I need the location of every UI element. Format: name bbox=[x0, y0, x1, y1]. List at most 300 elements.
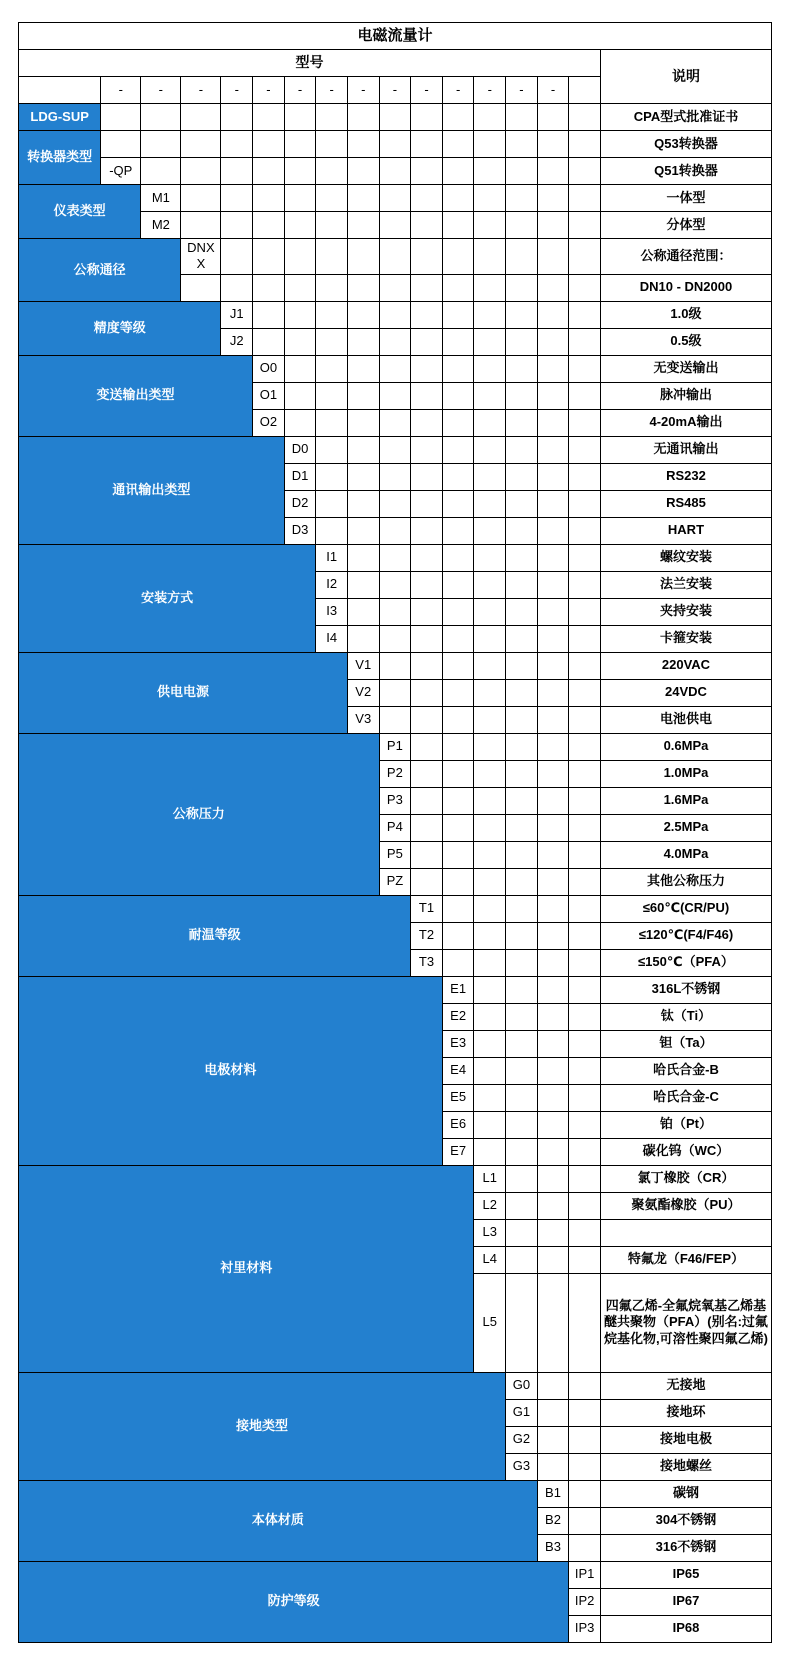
empty-cell bbox=[411, 158, 443, 185]
empty-cell bbox=[379, 239, 411, 275]
empty-cell bbox=[506, 436, 538, 463]
empty-cell bbox=[537, 239, 569, 275]
empty-cell bbox=[506, 1084, 538, 1111]
empty-cell bbox=[379, 706, 411, 733]
group-label: 变送输出类型 bbox=[19, 355, 253, 436]
model-code-cell: P1 bbox=[379, 733, 411, 760]
empty-cell bbox=[537, 976, 569, 1003]
empty-cell bbox=[537, 1030, 569, 1057]
model-code-cell: D0 bbox=[284, 436, 316, 463]
dash-cell: - bbox=[506, 77, 538, 104]
description-cell: IP68 bbox=[600, 1615, 771, 1642]
dash-cell: - bbox=[442, 77, 474, 104]
empty-cell bbox=[253, 185, 285, 212]
empty-cell bbox=[506, 814, 538, 841]
description-cell: Q53转换器 bbox=[600, 131, 771, 158]
empty-cell bbox=[316, 104, 348, 131]
empty-cell bbox=[442, 212, 474, 239]
empty-cell bbox=[181, 185, 221, 212]
empty-cell bbox=[537, 1399, 569, 1426]
empty-cell bbox=[569, 409, 601, 436]
model-code-cell: V2 bbox=[347, 679, 379, 706]
description-cell: 碳化钨（WC） bbox=[600, 1138, 771, 1165]
empty-cell bbox=[506, 625, 538, 652]
group-label: 仪表类型 bbox=[19, 185, 141, 239]
empty-cell bbox=[474, 976, 506, 1003]
empty-cell bbox=[569, 1507, 601, 1534]
model-code-cell: L3 bbox=[474, 1219, 506, 1246]
empty-cell bbox=[442, 706, 474, 733]
empty-cell bbox=[411, 436, 443, 463]
empty-cell bbox=[474, 1111, 506, 1138]
empty-cell bbox=[442, 544, 474, 571]
model-code-cell: P4 bbox=[379, 814, 411, 841]
empty-cell bbox=[316, 436, 348, 463]
empty-cell bbox=[569, 787, 601, 814]
empty-cell bbox=[506, 760, 538, 787]
empty-cell bbox=[411, 787, 443, 814]
empty-cell bbox=[442, 895, 474, 922]
description-cell: 220VAC bbox=[600, 652, 771, 679]
model-code-cell: E6 bbox=[442, 1111, 474, 1138]
empty-cell bbox=[411, 706, 443, 733]
empty-cell bbox=[537, 185, 569, 212]
empty-cell bbox=[569, 976, 601, 1003]
empty-cell bbox=[506, 158, 538, 185]
empty-cell bbox=[411, 544, 443, 571]
empty-cell bbox=[379, 355, 411, 382]
empty-cell bbox=[474, 733, 506, 760]
empty-cell bbox=[474, 436, 506, 463]
empty-cell bbox=[506, 895, 538, 922]
group-label: 精度等级 bbox=[19, 301, 221, 355]
empty-cell bbox=[316, 490, 348, 517]
empty-cell bbox=[537, 436, 569, 463]
empty-cell bbox=[569, 868, 601, 895]
model-code-cell: L1 bbox=[474, 1165, 506, 1192]
empty-cell bbox=[379, 517, 411, 544]
empty-cell bbox=[442, 131, 474, 158]
empty-cell bbox=[506, 382, 538, 409]
empty-cell bbox=[506, 212, 538, 239]
empty-cell bbox=[506, 1057, 538, 1084]
empty-cell bbox=[569, 814, 601, 841]
empty-cell bbox=[569, 1219, 601, 1246]
empty-cell bbox=[316, 517, 348, 544]
empty-cell bbox=[569, 239, 601, 275]
group-label: 安装方式 bbox=[19, 544, 316, 652]
empty-cell bbox=[347, 239, 379, 275]
empty-cell bbox=[284, 328, 316, 355]
empty-cell bbox=[569, 355, 601, 382]
empty-cell bbox=[474, 895, 506, 922]
empty-cell bbox=[181, 212, 221, 239]
description-cell: 其他公称压力 bbox=[600, 868, 771, 895]
description-cell: Q51转换器 bbox=[600, 158, 771, 185]
group-label: 公称通径 bbox=[19, 239, 181, 302]
empty-cell bbox=[379, 328, 411, 355]
model-code-cell: M2 bbox=[141, 212, 181, 239]
description-cell: 接地环 bbox=[600, 1399, 771, 1426]
empty-cell bbox=[442, 733, 474, 760]
empty-cell bbox=[474, 490, 506, 517]
table-row bbox=[19, 239, 772, 275]
dash-cell: - bbox=[411, 77, 443, 104]
model-code-cell: I1 bbox=[316, 544, 348, 571]
empty-cell bbox=[537, 328, 569, 355]
table-body bbox=[19, 23, 772, 1643]
empty-cell bbox=[506, 355, 538, 382]
model-code-cell: B1 bbox=[537, 1480, 569, 1507]
model-code-cell: IP2 bbox=[569, 1588, 601, 1615]
empty-cell bbox=[474, 841, 506, 868]
table-row bbox=[19, 185, 772, 212]
empty-cell bbox=[141, 131, 181, 158]
empty-cell bbox=[569, 104, 601, 131]
empty-cell bbox=[411, 212, 443, 239]
empty-cell bbox=[537, 571, 569, 598]
empty-cell bbox=[537, 895, 569, 922]
empty-cell bbox=[141, 158, 181, 185]
empty-cell bbox=[411, 490, 443, 517]
empty-cell bbox=[347, 328, 379, 355]
table-row bbox=[19, 301, 772, 328]
empty-cell bbox=[442, 158, 474, 185]
empty-cell bbox=[506, 706, 538, 733]
empty-cell bbox=[537, 598, 569, 625]
description-cell: 2.5MPa bbox=[600, 814, 771, 841]
model-code-cell: V3 bbox=[347, 706, 379, 733]
empty-cell bbox=[537, 1138, 569, 1165]
empty-cell bbox=[537, 517, 569, 544]
model-code-cell: J2 bbox=[221, 328, 253, 355]
empty-cell bbox=[569, 949, 601, 976]
empty-cell bbox=[316, 382, 348, 409]
empty-cell bbox=[442, 841, 474, 868]
description-cell: RS485 bbox=[600, 490, 771, 517]
empty-cell bbox=[537, 490, 569, 517]
empty-cell bbox=[442, 301, 474, 328]
empty-cell bbox=[379, 625, 411, 652]
empty-cell bbox=[379, 185, 411, 212]
empty-cell bbox=[537, 158, 569, 185]
model-code-cell: PZ bbox=[379, 868, 411, 895]
empty-cell bbox=[411, 409, 443, 436]
empty-cell bbox=[506, 733, 538, 760]
empty-cell bbox=[537, 463, 569, 490]
empty-cell bbox=[442, 679, 474, 706]
empty-cell bbox=[442, 104, 474, 131]
description-cell: 一体型 bbox=[600, 185, 771, 212]
empty-cell bbox=[411, 131, 443, 158]
description-cell: 316不锈钢 bbox=[600, 1534, 771, 1561]
empty-cell bbox=[284, 274, 316, 301]
empty-cell bbox=[411, 571, 443, 598]
empty-cell bbox=[569, 1534, 601, 1561]
description-cell: 夹持安装 bbox=[600, 598, 771, 625]
dash-cell: - bbox=[181, 77, 221, 104]
empty-cell bbox=[181, 158, 221, 185]
empty-cell bbox=[537, 679, 569, 706]
model-code-cell: I4 bbox=[316, 625, 348, 652]
empty-cell bbox=[379, 131, 411, 158]
empty-cell bbox=[569, 922, 601, 949]
model-code-cell: G3 bbox=[506, 1453, 538, 1480]
empty-cell bbox=[284, 158, 316, 185]
description-cell: 公称通径范围： bbox=[600, 239, 771, 275]
empty-cell bbox=[537, 104, 569, 131]
empty-cell bbox=[442, 760, 474, 787]
empty-cell bbox=[537, 382, 569, 409]
model-code-cell bbox=[181, 274, 221, 301]
empty-cell bbox=[537, 1453, 569, 1480]
model-code-cell: DNXX bbox=[181, 239, 221, 275]
model-code-cell: B3 bbox=[537, 1534, 569, 1561]
dash-cell: - bbox=[474, 77, 506, 104]
empty-cell bbox=[537, 131, 569, 158]
table-row bbox=[19, 976, 772, 1003]
empty-cell bbox=[506, 571, 538, 598]
empty-cell bbox=[537, 760, 569, 787]
dash-cell-blank bbox=[19, 77, 101, 104]
empty-cell bbox=[474, 922, 506, 949]
empty-cell bbox=[537, 787, 569, 814]
table-row bbox=[19, 436, 772, 463]
empty-cell bbox=[506, 1165, 538, 1192]
empty-cell bbox=[537, 544, 569, 571]
model-code-cell: E4 bbox=[442, 1057, 474, 1084]
group-label: 耐温等级 bbox=[19, 895, 411, 976]
empty-cell bbox=[569, 301, 601, 328]
empty-cell bbox=[316, 239, 348, 275]
empty-cell bbox=[474, 1084, 506, 1111]
empty-cell bbox=[569, 1246, 601, 1273]
empty-cell bbox=[506, 517, 538, 544]
empty-cell bbox=[316, 274, 348, 301]
model-code-cell: M1 bbox=[141, 185, 181, 212]
table-row bbox=[19, 544, 772, 571]
empty-cell bbox=[411, 239, 443, 275]
empty-cell bbox=[442, 517, 474, 544]
model-code-cell: P5 bbox=[379, 841, 411, 868]
table-row bbox=[19, 104, 772, 131]
empty-cell bbox=[506, 787, 538, 814]
empty-cell bbox=[221, 131, 253, 158]
empty-cell bbox=[379, 382, 411, 409]
empty-cell bbox=[181, 131, 221, 158]
group-label: 供电电源 bbox=[19, 652, 348, 733]
empty-cell bbox=[569, 1165, 601, 1192]
empty-cell bbox=[284, 212, 316, 239]
model-code-cell: T1 bbox=[411, 895, 443, 922]
empty-cell bbox=[569, 1273, 601, 1372]
description-cell: 316L不锈钢 bbox=[600, 976, 771, 1003]
empty-cell bbox=[411, 274, 443, 301]
empty-cell bbox=[284, 382, 316, 409]
empty-cell bbox=[411, 382, 443, 409]
description-cell: 电池供电 bbox=[600, 706, 771, 733]
description-cell: RS232 bbox=[600, 463, 771, 490]
empty-cell bbox=[442, 922, 474, 949]
empty-cell bbox=[537, 922, 569, 949]
empty-cell bbox=[347, 355, 379, 382]
empty-cell bbox=[506, 185, 538, 212]
empty-cell bbox=[221, 185, 253, 212]
description-cell: 4-20mA输出 bbox=[600, 409, 771, 436]
empty-cell bbox=[506, 1111, 538, 1138]
empty-cell bbox=[537, 1057, 569, 1084]
empty-cell bbox=[411, 598, 443, 625]
empty-cell bbox=[442, 463, 474, 490]
group-label: 衬里材料 bbox=[19, 1165, 474, 1372]
model-code-cell: E7 bbox=[442, 1138, 474, 1165]
empty-cell bbox=[379, 598, 411, 625]
empty-cell bbox=[537, 1003, 569, 1030]
description-cell: 接地电极 bbox=[600, 1426, 771, 1453]
empty-cell bbox=[347, 517, 379, 544]
empty-cell bbox=[537, 1273, 569, 1372]
empty-cell bbox=[347, 625, 379, 652]
empty-cell bbox=[474, 949, 506, 976]
description-cell: 哈氏合金-B bbox=[600, 1057, 771, 1084]
empty-cell bbox=[316, 463, 348, 490]
empty-cell bbox=[506, 1192, 538, 1219]
empty-cell bbox=[569, 1111, 601, 1138]
description-cell: 1.0MPa bbox=[600, 760, 771, 787]
table-row bbox=[19, 158, 772, 185]
empty-cell bbox=[537, 1246, 569, 1273]
empty-cell bbox=[347, 104, 379, 131]
empty-cell bbox=[506, 463, 538, 490]
empty-cell bbox=[474, 463, 506, 490]
empty-cell bbox=[442, 490, 474, 517]
empty-cell bbox=[379, 679, 411, 706]
empty-cell bbox=[474, 625, 506, 652]
description-cell: DN10 - DN2000 bbox=[600, 274, 771, 301]
empty-cell bbox=[506, 239, 538, 275]
empty-cell bbox=[474, 868, 506, 895]
empty-cell bbox=[569, 463, 601, 490]
empty-cell bbox=[474, 598, 506, 625]
empty-cell bbox=[474, 544, 506, 571]
description-cell: 聚氨酯橡胶（PU） bbox=[600, 1192, 771, 1219]
empty-cell bbox=[537, 652, 569, 679]
empty-cell bbox=[537, 625, 569, 652]
empty-cell bbox=[569, 895, 601, 922]
empty-cell bbox=[411, 760, 443, 787]
dash-cell: - bbox=[347, 77, 379, 104]
description-cell: ≤150℃（PFA） bbox=[600, 949, 771, 976]
empty-cell bbox=[316, 158, 348, 185]
description-cell: 接地螺丝 bbox=[600, 1453, 771, 1480]
empty-cell bbox=[253, 239, 285, 275]
page-title: 电磁流量计 bbox=[19, 23, 772, 50]
model-code-cell: D1 bbox=[284, 463, 316, 490]
description-cell: 螺纹安装 bbox=[600, 544, 771, 571]
empty-cell bbox=[253, 328, 285, 355]
empty-cell bbox=[442, 787, 474, 814]
empty-cell bbox=[474, 517, 506, 544]
empty-cell bbox=[569, 382, 601, 409]
dash-cell: - bbox=[316, 77, 348, 104]
description-cell: ≤60℃(CR/PU) bbox=[600, 895, 771, 922]
empty-cell bbox=[442, 571, 474, 598]
empty-cell bbox=[221, 212, 253, 239]
empty-cell bbox=[537, 1372, 569, 1399]
empty-cell bbox=[284, 355, 316, 382]
empty-cell bbox=[181, 104, 221, 131]
description-cell: 0.5级 bbox=[600, 328, 771, 355]
group-label: 防护等级 bbox=[19, 1561, 569, 1642]
table-row bbox=[19, 131, 772, 158]
table-row bbox=[19, 895, 772, 922]
empty-cell bbox=[474, 1030, 506, 1057]
group-label: 电极材料 bbox=[19, 976, 443, 1165]
dash-cell: - bbox=[379, 77, 411, 104]
empty-cell bbox=[569, 1480, 601, 1507]
empty-cell bbox=[569, 517, 601, 544]
empty-cell bbox=[474, 301, 506, 328]
empty-cell bbox=[506, 1273, 538, 1372]
empty-cell bbox=[442, 274, 474, 301]
empty-cell bbox=[316, 212, 348, 239]
model-code-cell: T3 bbox=[411, 949, 443, 976]
empty-cell bbox=[506, 104, 538, 131]
empty-cell bbox=[284, 239, 316, 275]
empty-cell bbox=[411, 679, 443, 706]
empty-cell bbox=[506, 544, 538, 571]
model-code-cell: I2 bbox=[316, 571, 348, 598]
empty-cell bbox=[474, 679, 506, 706]
empty-cell bbox=[506, 976, 538, 1003]
empty-cell bbox=[569, 760, 601, 787]
description-cell: 特氟龙（F46/FEP） bbox=[600, 1246, 771, 1273]
empty-cell bbox=[537, 868, 569, 895]
table-row bbox=[19, 733, 772, 760]
empty-cell bbox=[569, 679, 601, 706]
model-code-cell: L4 bbox=[474, 1246, 506, 1273]
empty-cell bbox=[411, 301, 443, 328]
model-code-cell: IP3 bbox=[569, 1615, 601, 1642]
model-code-cell: LDG-SUP bbox=[19, 104, 101, 131]
empty-cell bbox=[537, 841, 569, 868]
empty-cell bbox=[474, 787, 506, 814]
group-label: 转换器类型 bbox=[19, 131, 101, 185]
empty-cell bbox=[506, 652, 538, 679]
empty-cell bbox=[506, 1219, 538, 1246]
empty-cell bbox=[316, 355, 348, 382]
empty-cell bbox=[537, 1192, 569, 1219]
empty-cell bbox=[474, 1138, 506, 1165]
empty-cell bbox=[474, 1057, 506, 1084]
empty-cell bbox=[221, 274, 253, 301]
empty-cell bbox=[537, 1219, 569, 1246]
description-cell: HART bbox=[600, 517, 771, 544]
empty-cell bbox=[537, 409, 569, 436]
empty-cell bbox=[221, 104, 253, 131]
model-code-cell: D2 bbox=[284, 490, 316, 517]
empty-cell bbox=[347, 382, 379, 409]
empty-cell bbox=[569, 1030, 601, 1057]
description-cell: 无通讯输出 bbox=[600, 436, 771, 463]
description-cell: 304不锈钢 bbox=[600, 1507, 771, 1534]
empty-cell bbox=[379, 104, 411, 131]
empty-cell bbox=[569, 1192, 601, 1219]
dash-cell: - bbox=[101, 77, 141, 104]
empty-cell bbox=[379, 490, 411, 517]
description-cell: 脉冲输出 bbox=[600, 382, 771, 409]
model-code-cell: O2 bbox=[253, 409, 285, 436]
